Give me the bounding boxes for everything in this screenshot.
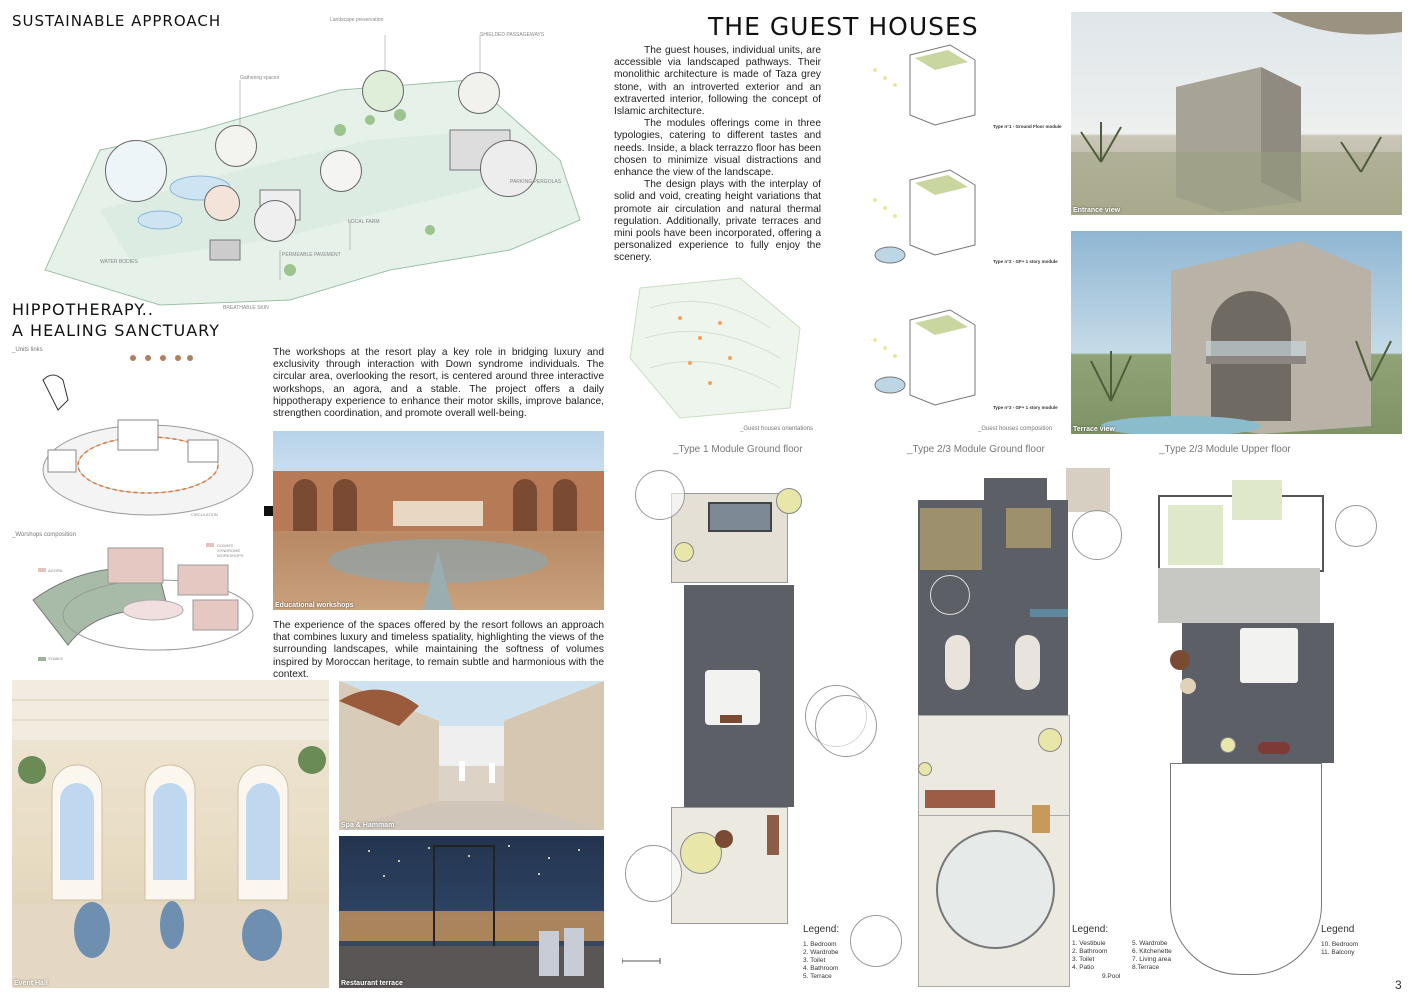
event-hall-caption: Event Hall xyxy=(14,980,48,987)
terrace-view-image xyxy=(1071,231,1402,434)
spa-hammam-image xyxy=(339,681,604,830)
entrance-view-image xyxy=(1071,12,1402,215)
units-links-diagram xyxy=(28,350,258,525)
scale-bar xyxy=(622,952,662,962)
workshops-composition-label: _Worshops composition xyxy=(12,532,76,538)
educational-workshops-caption: Educational workshops xyxy=(275,602,354,609)
slide-marker xyxy=(264,506,273,516)
parking-label: PARKING PERGOLAS xyxy=(510,179,562,185)
workshops-composition-diagram xyxy=(28,540,263,665)
legend-plan2-item: 8.Terrace xyxy=(1132,964,1160,971)
legend-plan1-item: 2. Wardrobe xyxy=(803,949,839,956)
legend-plan1-item: 3. Toilet xyxy=(803,957,826,964)
shielded-label: SHIELDED PASSAGEWAYS xyxy=(480,32,545,38)
circulation-label: CIRCULATION xyxy=(191,512,218,517)
spa-hammam-caption: Spa & Hammam xyxy=(341,822,395,829)
plan-title-type23-ground: _Type 2/3 Module Ground floor xyxy=(907,444,1045,455)
guest-houses-paragraph-2: The modules offerings come in three typologies, catering to different tastes and needs. Inside, a black terrazzo floor has been chosen to minimize visual distractions and enhance the view of the landscape. xyxy=(614,118,821,179)
module-type-2-label: Type n°2 - GF+ 1 story module xyxy=(993,259,1058,264)
agora-label: AGORA xyxy=(48,568,63,573)
legend-plan2-item: 6. Kitchenette xyxy=(1132,948,1172,955)
plan-title-type23-upper: _Type 2/3 Module Upper floor xyxy=(1159,444,1291,455)
legend-plan2-item: 7. Living area xyxy=(1132,956,1172,963)
orientations-caption: _Guest houses orientations xyxy=(740,426,814,432)
legend-plan1-item: 1. Bedroom xyxy=(803,941,837,948)
experience-paragraph: The experience of the spaces offered by the resort follows an approach that combines luxury and timeless spatiality, highlighting the views of the surrounding landscapes, while maintaining the softness of volumes inspired by Moroccan heritage, to remain subtle and harmonious with the context. xyxy=(273,620,604,680)
page-number: 3 xyxy=(1395,978,1402,992)
legend-plan3-item: 11. Balcony xyxy=(1321,949,1355,956)
legend-plan2 xyxy=(1072,924,1192,980)
guest-houses-text xyxy=(614,45,821,265)
down-workshops-label: DOWN'S SYNDROME WORKSHOPS xyxy=(217,543,244,558)
guest-houses-paragraph-3: The design plays with the interplay of solid and void, creating height variations that promote air circulation and natural thermal regulation. Additionally, private terraces and mini pools have been incorporated, offering a personalized experience to fully enjoy the scenery. xyxy=(614,179,821,264)
legend-plan3 xyxy=(1321,924,1358,957)
local-farm-label: LOCAL FARM xyxy=(348,219,380,225)
plan-type23-ground-floor xyxy=(880,460,1100,990)
event-hall-image xyxy=(12,680,329,988)
restaurant-terrace-caption: Restaurant terrace xyxy=(341,980,403,987)
terrace-view-caption: Terrace view xyxy=(1073,426,1115,433)
legend-plan2-item: 1. Vestibule xyxy=(1072,940,1106,947)
entrance-view-caption: Entrance view xyxy=(1073,207,1121,214)
restaurant-terrace-image xyxy=(339,836,604,988)
legend-plan1-item: 4. Bathroom xyxy=(803,965,839,972)
legend-plan1-title: Legend: xyxy=(803,924,840,935)
module-types-diagram xyxy=(830,30,1065,435)
legend-plan2-item: 4. Patio xyxy=(1072,964,1095,971)
legend-plan2-item: 5. Wardrobe xyxy=(1132,940,1168,947)
plan-type1-ground-floor xyxy=(620,460,820,960)
module-type-3-label: Type n°3 - GF+ 1 story module xyxy=(993,405,1058,410)
module-type-1-label: Type n°1 - Ground Floor module xyxy=(993,124,1062,129)
sustainable-title: SUSTAINABLE APPROACH xyxy=(12,12,222,30)
guest-houses-paragraph-1: The guest houses, individual units, are accessible via landscaped pathways. Their monolithic architecture is made of Taza grey stone, with an introverted exterior and an extraverted interior, following the concept of Islamic architecture. xyxy=(614,45,821,118)
permeable-label: PERMEABLE PAVEMENT xyxy=(282,252,341,258)
legend-plan1 xyxy=(803,924,839,981)
hippotherapy-title-line1: HIPPOTHERAPY.. xyxy=(12,300,154,319)
plan-type23-upper-floor xyxy=(1140,460,1340,990)
legend-plan2-item: 2. Bathroom xyxy=(1072,948,1108,955)
legend-plan2-item: 9.Pool xyxy=(1102,973,1121,980)
plan-title-type1: _Type 1 Module Ground floor xyxy=(673,444,803,455)
hippotherapy-title-line2: A HEALING SANCTUARY xyxy=(12,321,221,340)
gathering-label: Gathering spaces xyxy=(240,75,280,81)
water-bodies-label: WATER BODIES xyxy=(100,259,138,265)
guest-houses-title: THE GUEST HOUSES xyxy=(708,12,979,41)
legend-plan2-item: 3. Toilet xyxy=(1072,956,1095,963)
legend-plan1-item: 5. Terrace xyxy=(803,973,832,980)
landscape-label: Landscape preservation xyxy=(330,17,384,23)
units-links-label: _Units links xyxy=(12,347,43,353)
composition-caption: _Guest houses composition xyxy=(978,426,1053,432)
workshops-paragraph: The workshops at the resort play a key role in bridging luxury and exclusivity through interaction with Down syndrome individuals. The circular area, overlooking the resort, is centered around three interactive workshops, an agora, and a stable. The project offers a daily hippotherapy experience to enhance their motor skills, improve balance, strengthen coordination, and promote overall well-being. xyxy=(273,347,604,420)
legend-plan3-item: 10. Bedroom xyxy=(1321,941,1359,948)
educational-workshops-image xyxy=(273,431,604,610)
legend-plan3-title: Legend xyxy=(1321,924,1355,935)
legend-plan2-title: Legend: xyxy=(1072,924,1109,935)
guest-houses-orientations-map xyxy=(620,268,825,428)
stable-label: STABLE xyxy=(48,656,64,661)
breathable-label: BREATHABLE SKIN xyxy=(223,305,269,311)
